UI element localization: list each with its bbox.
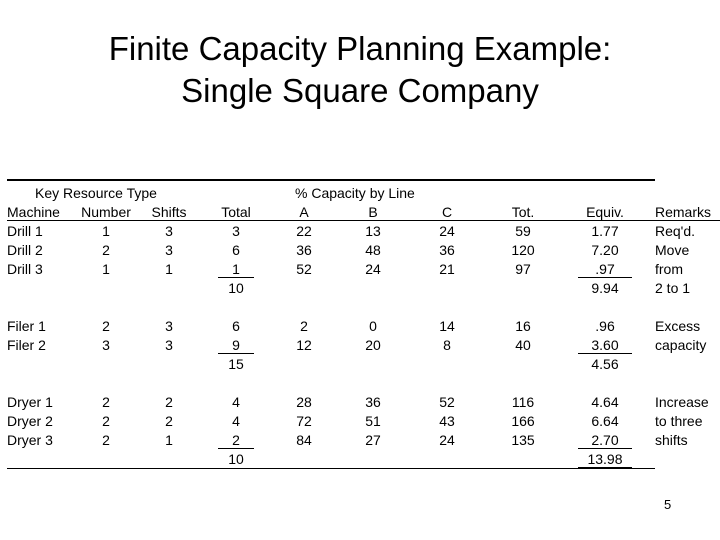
group-header-key-resource: Key Resource Type bbox=[35, 185, 157, 201]
table-cell: Filer 2 bbox=[7, 337, 46, 353]
table-cell: Excess bbox=[655, 318, 701, 334]
table-top-rule bbox=[7, 179, 655, 181]
table-cell: 12 bbox=[296, 337, 312, 353]
title-line-2: Single Square Company bbox=[181, 72, 539, 109]
table-cell: Filer 1 bbox=[7, 318, 46, 334]
table-cell: 2 bbox=[232, 432, 240, 448]
table-cell: 1 bbox=[165, 261, 173, 277]
slide-title bbox=[0, 28, 720, 112]
title-line-1: Finite Capacity Planning Example: bbox=[108, 30, 612, 67]
table-cell: 2 bbox=[300, 318, 308, 334]
table-cell: 52 bbox=[439, 394, 455, 410]
table-cell: 2 bbox=[102, 242, 110, 258]
table-cell: from bbox=[655, 261, 683, 277]
table-cell: 13 bbox=[365, 223, 381, 239]
header-rule bbox=[7, 220, 720, 221]
table-cell: 2 bbox=[102, 394, 110, 410]
table-cell: 51 bbox=[365, 413, 381, 429]
group-header-capacity: % Capacity by Line bbox=[295, 185, 415, 201]
page-number: 5 bbox=[664, 497, 672, 512]
table-cell: Req'd. bbox=[655, 223, 696, 239]
table-cell: 3 bbox=[102, 337, 110, 353]
table-cell: 36 bbox=[439, 242, 455, 258]
cell-underline bbox=[218, 448, 254, 449]
column-header-total: Total bbox=[221, 204, 251, 220]
table-cell: 3 bbox=[165, 242, 173, 258]
table-cell: 3 bbox=[232, 223, 240, 239]
table-cell: 7.20 bbox=[591, 242, 619, 258]
table-cell: 13.98 bbox=[587, 451, 623, 467]
cell-underline bbox=[218, 277, 254, 278]
cell-underline bbox=[578, 353, 632, 354]
table-cell: 4.56 bbox=[591, 356, 619, 372]
column-header-b: B bbox=[368, 204, 378, 220]
table-cell: 40 bbox=[515, 337, 531, 353]
table-cell: Drill 2 bbox=[7, 242, 43, 258]
column-header-a: A bbox=[299, 204, 309, 220]
table-cell: 43 bbox=[439, 413, 455, 429]
table-cell: 8 bbox=[443, 337, 451, 353]
column-header-equiv: Equiv. bbox=[586, 204, 624, 220]
cell-underline bbox=[578, 448, 632, 449]
table-cell: shifts bbox=[655, 432, 688, 448]
table-cell: 72 bbox=[296, 413, 312, 429]
table-cell: 16 bbox=[515, 318, 531, 334]
table-cell: 135 bbox=[511, 432, 535, 448]
table-cell: Dryer 1 bbox=[7, 394, 53, 410]
table-cell: 24 bbox=[365, 261, 381, 277]
table-cell: 14 bbox=[439, 318, 455, 334]
column-header-tot: Tot. bbox=[511, 204, 535, 220]
table-cell: 6 bbox=[232, 318, 240, 334]
column-header-number: Number bbox=[81, 204, 131, 220]
table-cell: Drill 1 bbox=[7, 223, 43, 239]
cell-underline bbox=[218, 353, 254, 354]
table-cell: 24 bbox=[439, 223, 455, 239]
table-cell: 9.94 bbox=[591, 280, 619, 296]
column-header-c: C bbox=[441, 204, 453, 220]
table-cell: to three bbox=[655, 413, 703, 429]
table-cell: 3 bbox=[165, 223, 173, 239]
table-cell: 84 bbox=[296, 432, 312, 448]
table-cell: 1 bbox=[102, 223, 110, 239]
table-cell: capacity bbox=[655, 337, 707, 353]
table-cell: 2.70 bbox=[591, 432, 619, 448]
table-cell: 1 bbox=[102, 261, 110, 277]
table-cell: 36 bbox=[296, 242, 312, 258]
table-cell: 0 bbox=[369, 318, 377, 334]
table-cell: .97 bbox=[595, 261, 615, 277]
table-cell: 52 bbox=[296, 261, 312, 277]
table-bottom-rule bbox=[7, 468, 655, 469]
table-cell: 2 bbox=[165, 413, 173, 429]
table-cell: Dryer 2 bbox=[7, 413, 53, 429]
table-cell: 6 bbox=[232, 242, 240, 258]
table-cell: 4 bbox=[232, 394, 240, 410]
table-cell: 20 bbox=[365, 337, 381, 353]
table-cell: 1.77 bbox=[591, 223, 619, 239]
table-cell: 2 bbox=[102, 318, 110, 334]
table-cell: 9 bbox=[232, 337, 240, 353]
table-cell: 10 bbox=[228, 451, 244, 467]
column-header-shifts: Shifts bbox=[151, 204, 187, 220]
column-header-machine: Machine bbox=[7, 204, 60, 220]
column-header-remarks: Remarks bbox=[655, 204, 712, 220]
table-cell: 3 bbox=[165, 337, 173, 353]
table-cell: 6.64 bbox=[591, 413, 619, 429]
table-cell: 21 bbox=[439, 261, 455, 277]
table-cell: 24 bbox=[439, 432, 455, 448]
table-cell: Dryer 3 bbox=[7, 432, 53, 448]
table-cell: 2 bbox=[165, 394, 173, 410]
table-cell: .96 bbox=[595, 318, 615, 334]
table-cell: 1 bbox=[165, 432, 173, 448]
table-cell: Increase bbox=[655, 394, 709, 410]
table-cell: 10 bbox=[228, 280, 244, 296]
table-cell: Move bbox=[655, 242, 690, 258]
table-cell: 3 bbox=[165, 318, 173, 334]
table-cell: 120 bbox=[511, 242, 535, 258]
table-cell: 15 bbox=[228, 356, 244, 372]
table-cell: 2 to 1 bbox=[655, 280, 691, 296]
table-cell: 59 bbox=[515, 223, 531, 239]
table-cell: 2 bbox=[102, 413, 110, 429]
table-cell: 166 bbox=[511, 413, 535, 429]
table-cell: 22 bbox=[296, 223, 312, 239]
table-cell: 36 bbox=[365, 394, 381, 410]
table-cell: 3.60 bbox=[591, 337, 619, 353]
table-cell: 4.64 bbox=[591, 394, 619, 410]
table-cell: 97 bbox=[515, 261, 531, 277]
table-cell: 116 bbox=[511, 394, 535, 410]
table-cell: 48 bbox=[365, 242, 381, 258]
table-cell: 27 bbox=[365, 432, 381, 448]
cell-underline bbox=[578, 277, 632, 278]
table-cell: 28 bbox=[296, 394, 312, 410]
table-cell: 1 bbox=[232, 261, 240, 277]
table-cell: Drill 3 bbox=[7, 261, 43, 277]
table-cell: 4 bbox=[232, 413, 240, 429]
table-cell: 2 bbox=[102, 432, 110, 448]
